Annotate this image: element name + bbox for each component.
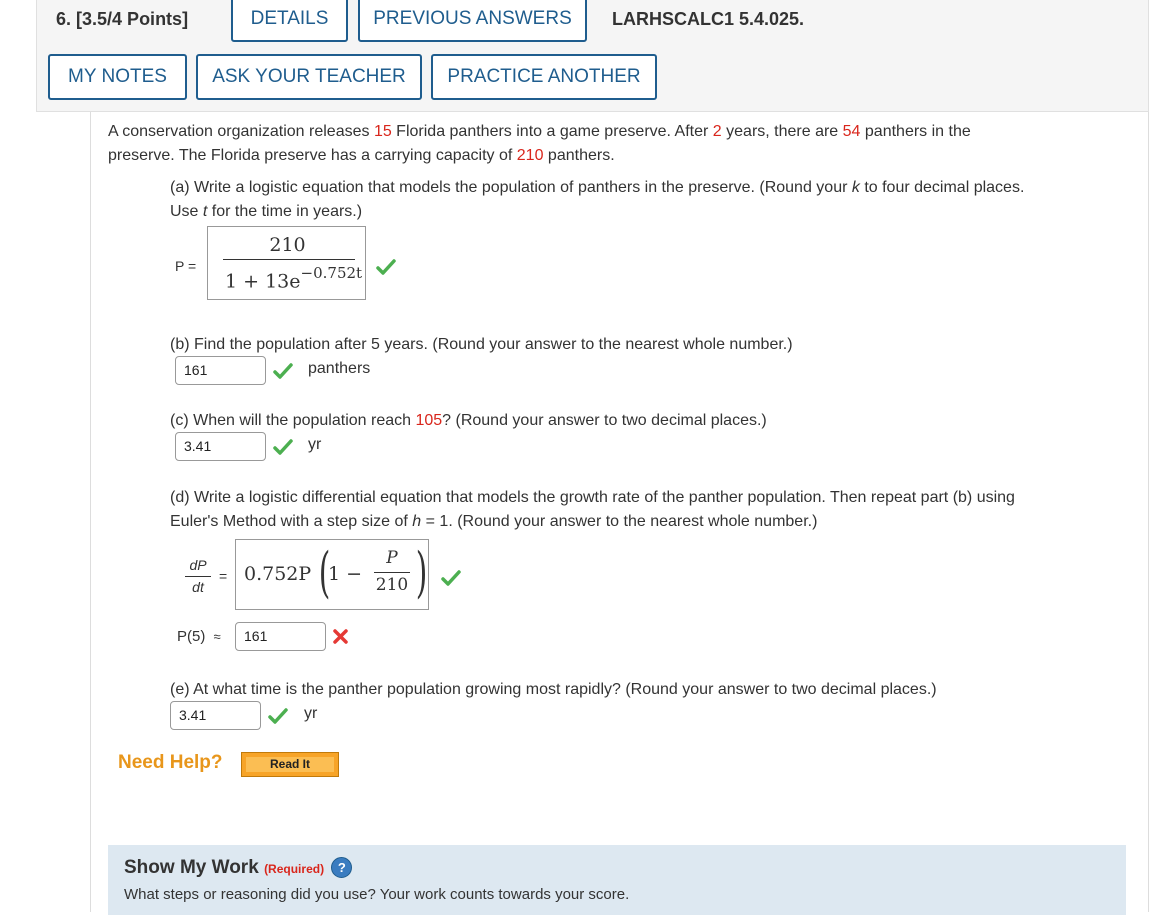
problem-code: LARHSCALC1 5.4.025. <box>612 9 805 29</box>
check-icon <box>268 708 288 724</box>
problem-text: years, there are <box>721 123 843 140</box>
problem-text: A conservation organization releases <box>108 123 374 140</box>
points-label: [3.5/4 Points] <box>76 9 189 29</box>
check-icon <box>273 363 293 379</box>
part-a-denominator <box>225 266 362 292</box>
h-variable: h <box>412 513 422 530</box>
one-minus: 1 − <box>328 563 363 585</box>
show-my-work-panel <box>108 845 1126 915</box>
part-a-text: (a) Write a logistic equation that models the population of panthers in the preserve. (Round your <box>170 179 852 196</box>
part-a-text: for the time in years.) <box>207 203 363 220</box>
part-a-text: to four decimal places. <box>859 179 1025 196</box>
part-b-answer-input[interactable]: 161 <box>175 356 266 385</box>
part-a-lhs: P = <box>175 258 197 274</box>
part-b-unit: panthers <box>308 360 371 377</box>
left-paren: ( <box>318 541 331 604</box>
required-label: (Required) <box>264 862 325 876</box>
practice-another-button[interactable]: PRACTICE ANOTHER <box>431 54 657 100</box>
show-work-title: Show My Work <box>124 857 259 878</box>
part-a-numerator: 210 <box>269 234 306 256</box>
show-work-heading <box>124 857 352 879</box>
fraction-denominator: 210 <box>375 575 409 595</box>
problem-statement <box>108 120 1108 168</box>
part-c-text: (c) When will the population reach <box>170 412 416 429</box>
part-c-text: ? (Round your answer to two decimal places.) <box>442 412 767 429</box>
fraction-bar <box>223 259 355 260</box>
question-header <box>56 9 188 30</box>
problem-text: panthers in the <box>860 123 971 140</box>
part-c-question <box>170 409 1070 433</box>
p5-answer-input[interactable]: 161 <box>235 622 326 651</box>
help-question-icon[interactable]: ? <box>331 857 352 878</box>
coefficient: 0.752P <box>244 563 312 585</box>
denominator-base: 1 + 13e <box>225 270 301 293</box>
part-a-question <box>170 176 1140 224</box>
years-value: 2 <box>712 123 722 140</box>
previous-answers-button[interactable]: PREVIOUS ANSWERS <box>358 0 587 42</box>
t-variable: t <box>202 203 208 220</box>
read-it-button[interactable] <box>241 752 339 777</box>
details-button[interactable]: DETAILS <box>231 0 348 42</box>
fraction-numerator: P <box>386 548 398 568</box>
after-count: 54 <box>842 123 861 140</box>
question-number: 6. <box>56 9 72 29</box>
problem-text: Florida panthers into a game preserve. After <box>391 123 713 140</box>
incorrect-x-icon <box>332 628 349 645</box>
problem-text: panthers. <box>543 147 615 164</box>
k-variable: k <box>851 179 860 196</box>
part-a-answer-box[interactable] <box>207 226 366 300</box>
check-icon <box>376 259 396 275</box>
dt-label: dt <box>192 579 204 595</box>
released-count: 15 <box>373 123 392 140</box>
read-it-label: Read It <box>246 757 334 772</box>
target-value: 105 <box>415 412 443 429</box>
part-d-text: (d) Write a logistic differential equation that models the growth rate of the panther population. Then repeat part (b) using <box>170 489 1015 506</box>
part-e-answer-input[interactable]: 3.41 <box>170 701 261 730</box>
check-icon <box>441 570 461 586</box>
my-notes-button[interactable]: MY NOTES <box>48 54 187 100</box>
fraction-bar <box>374 572 410 573</box>
need-help-label: Need Help? <box>118 752 223 773</box>
approx-sign: ≈ <box>213 629 221 644</box>
check-icon <box>273 439 293 455</box>
show-work-description: What steps or reasoning did you use? Your work counts towards your score. <box>124 886 630 903</box>
part-d-answer-box[interactable] <box>235 539 429 610</box>
part-e-unit: yr <box>304 705 318 722</box>
capacity-value: 210 <box>516 147 544 164</box>
part-d-text: = 1. (Round your answer to the nearest whole number.) <box>421 513 818 530</box>
part-a-text: Use <box>170 203 203 220</box>
part-b-question: (b) Find the population after 5 years. (Round your answer to the nearest whole number.) <box>170 336 793 353</box>
right-paren: ) <box>415 541 428 604</box>
part-d-question <box>170 486 1150 534</box>
part-c-unit: yr <box>308 436 322 453</box>
dp-label: dP <box>189 557 207 573</box>
problem-text: preserve. The Florida preserve has a carrying capacity of <box>108 147 517 164</box>
equals-sign: = <box>219 568 228 584</box>
denominator-exponent: −0.752t <box>300 264 363 282</box>
part-e-question: (e) At what time is the panther population growing most rapidly? (Round your answer to two decimal places.) <box>170 681 937 698</box>
ask-your-teacher-button[interactable]: ASK YOUR TEACHER <box>196 54 422 100</box>
p5-label <box>177 628 221 645</box>
derivative-bar <box>185 576 211 577</box>
part-d-text: Euler's Method with a step size of <box>170 513 413 530</box>
part-c-answer-input[interactable]: 3.41 <box>175 432 266 461</box>
p5-text: P(5) <box>177 628 206 645</box>
